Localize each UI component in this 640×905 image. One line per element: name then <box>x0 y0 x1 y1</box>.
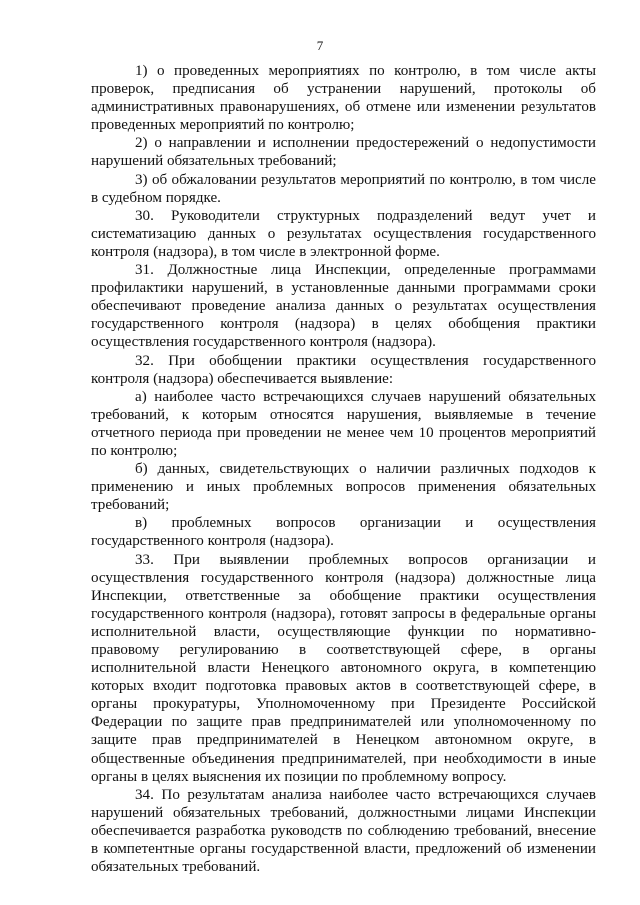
paragraph-32: 32. При обобщении практики осуществления государственного контроля (надзора) обеспечивается выявление: <box>91 352 596 387</box>
paragraph-2: 2) о направлении и исполнении предостережений о недопустимости нарушений обязательных требований; <box>91 135 596 170</box>
paragraph-30: 30. Руководители структурных подразделений ведут учет и систематизацию данных о результатах осуществления государственного контроля (надзора), в том числе в электронной форме. <box>91 207 596 260</box>
document-body <box>91 62 596 876</box>
paragraph-31: 31. Должностные лица Инспекции, определенные программами профилактики нарушений, в установленные данными программами сроки обеспечивают проведение анализа данных о результатах осуществления государственного контроля (надзора) в целях обобщения практики осуществления государственного контроля (надзора). <box>91 262 596 351</box>
page-number: 7 <box>316 38 324 53</box>
paragraph-33: 33. При выявлении проблемных вопросов организации и осуществления государственного контроля (надзора) должностные лица Инспекции, ответственные за обобщение практики осуществления государственного контроля (надзора), готовят запросы в федеральные органы исполнительной власти, осуществляющие функции по нормативно-правовому регулированию в соответствующей сфере, в органы исполнительной власти Ненецкого автономного округа, в компетенцию которых входит подготовка правовых актов в соответствующей сфере, в органы прокуратуры, Уполномоченному при Президенте Российской Федерации по защите прав предпринимателей или уполномоченному по защите прав предпринимателей в Ненецком автономном округе, в общественные объединения предпринимателей, при необходимости в иные органы в целях выяснения их позиции по проблемному вопросу. <box>91 551 596 785</box>
paragraph-32c: в) проблемных вопросов организации и осуществления государственного контроля (надзора). <box>91 515 596 550</box>
paragraph-3: 3) об обжаловании результатов мероприятий по контролю, в том числе в судебном порядке. <box>91 171 596 206</box>
paragraph-32a: а) наиболее часто встречающихся случаев нарушений обязательных требований, к которым относятся нарушения, выявляемые в течение отчетного периода при проведении не менее чем 10 процентов мероприятий по контролю; <box>91 388 596 459</box>
paragraph-1: 1) о проведенных мероприятиях по контролю, в том числе акты проверок, предписания об устранении нарушений, протоколы об административных правонарушениях, об отмене или изменении результатов проведенных мероприятий по контролю; <box>91 63 596 134</box>
paragraph-34: 34. По результатам анализа наиболее часто встречающихся случаев нарушений обязательных требований, должностными лицами Инспекции обеспечивается разработка руководств по соблюдению требований, внесение в компетентные органы государственной власти, предложений об изменении обязательных требований. <box>91 786 596 876</box>
paragraph-32b: б) данных, свидетельствующих о наличии различных подходов к применению и иных проблемных вопросов применения обязательных требований; <box>91 461 596 514</box>
